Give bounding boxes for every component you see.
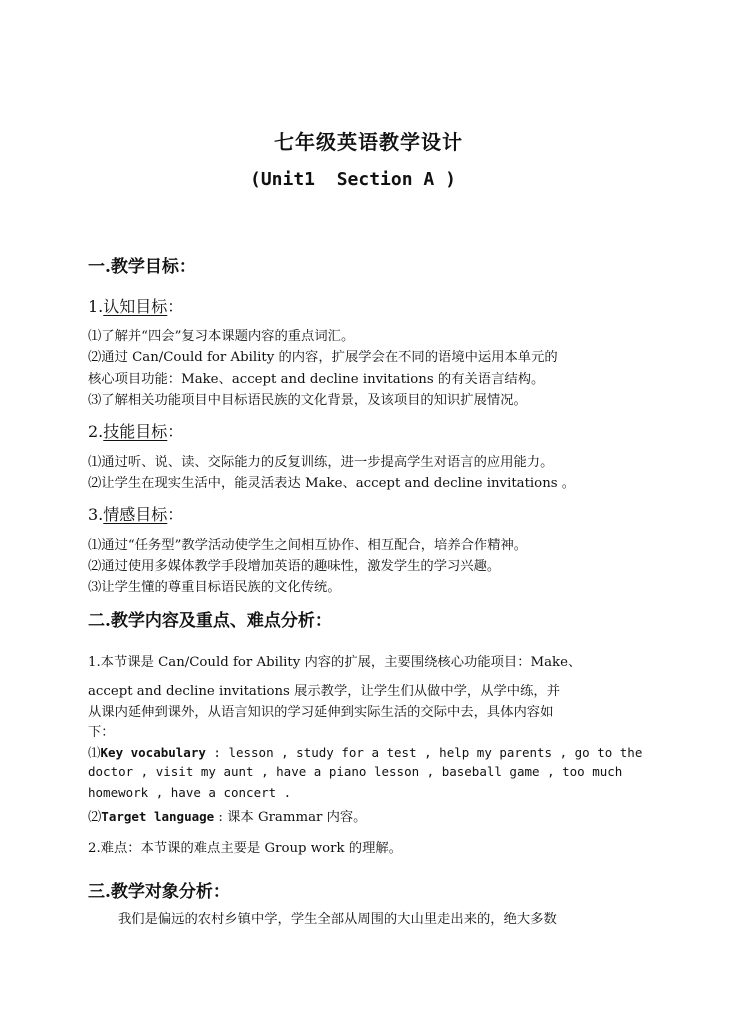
content-paragraph-line-4: 下： xyxy=(88,725,115,740)
cognitive-item-1: ⑴了解并“四会”复习本课题内容的重点词汇。 xyxy=(88,329,355,344)
emotion-item-1: ⑴通过“任务型”教学活动使学生之间相互协作、相互配合，培养合作精神。 xyxy=(88,538,528,553)
emotion-goal-label: 情感目标 xyxy=(103,505,168,524)
skill-goal-label: 技能目标 xyxy=(103,422,168,441)
target-language-label: Target language xyxy=(101,809,215,824)
skill-item-1: ⑴通过听、说、读、交际能力的反复训练，进一步提高学生对语言的应用能力。 xyxy=(88,455,554,470)
key-vocabulary-line-3: homework , have a concert . xyxy=(88,785,292,800)
cognitive-goal-colon: ： xyxy=(167,297,184,316)
emotion-item-3: ⑶让学生懂的尊重目标语民族的文化传统。 xyxy=(88,580,341,595)
skill-item-2: ⑵让学生在现实生活中，能灵活表达 Make、accept and decline invitations 。 xyxy=(88,476,576,491)
emotion-goal-number: 3. xyxy=(88,505,104,524)
document-title: 七年级英语教学设计 xyxy=(274,130,463,154)
cognitive-goal-number: 1. xyxy=(88,297,104,316)
cognitive-goal-heading xyxy=(88,294,183,317)
emotion-goal-heading xyxy=(88,502,183,525)
content-paragraph-line-1: 1.本节课是 Can/Could for Ability 内容的扩展，主要围绕核心功能项目：Make、 xyxy=(88,655,582,670)
content-paragraph-line-2: accept and decline invitations 展示教学，让学生们从做中学，从学中练，并 xyxy=(88,684,560,699)
section-2-heading: 二.教学内容及重点、难点分析： xyxy=(88,611,332,631)
document-subtitle: (Unit1 Section A ) xyxy=(250,169,456,190)
key-vocabulary-label: Key vocabulary xyxy=(100,745,206,760)
content-paragraph-line-3: 从课内延伸到课外，从语言知识的学习延伸到实际生活的交际中去，具体内容如 xyxy=(88,705,554,720)
difficulty-paragraph: 2.难点：本节课的难点主要是 Group work 的理解。 xyxy=(88,841,402,856)
cognitive-goal-label: 认知目标 xyxy=(103,297,168,316)
key-vocabulary-text-1: : lesson , study for a test , help my parents , go to the xyxy=(205,745,643,760)
section-3-heading: 三.教学对象分析： xyxy=(88,882,230,902)
skill-goal-colon: ： xyxy=(167,422,184,441)
cognitive-item-2: ⑵通过 Can/Could for Ability 的内容，扩展学会在不同的语境中运用本单元的 xyxy=(88,350,558,365)
target-language-text: : 课本 Grammar 内容。 xyxy=(214,810,367,825)
cognitive-item-3: ⑶了解相关功能项目中目标语民族的文化背景，及该项目的知识扩展情况。 xyxy=(88,393,527,408)
section-1-heading: 一.教学目标： xyxy=(88,257,196,277)
audience-paragraph-line-1: 我们是偏远的农村乡镇中学，学生全部从周围的大山里走出来的，绝大多数 xyxy=(118,912,557,927)
key-vocabulary-line-1 xyxy=(88,743,642,761)
target-language-prefix: ⑵ xyxy=(88,810,102,825)
key-vocabulary-prefix: ⑴ xyxy=(88,745,101,760)
skill-goal-number: 2. xyxy=(88,422,104,441)
skill-goal-heading xyxy=(88,419,183,442)
emotion-goal-colon: ： xyxy=(167,505,184,524)
key-vocabulary-line-2: doctor , visit my aunt , have a piano lesson , baseball game , too much xyxy=(88,764,623,779)
cognitive-item-2-cont: 核心项目功能：Make、accept and decline invitations 的有关语言结构。 xyxy=(88,372,545,387)
target-language-line xyxy=(88,806,366,825)
emotion-item-2: ⑵通过使用多媒体教学手段增加英语的趣味性，激发学生的学习兴趣。 xyxy=(88,559,501,574)
